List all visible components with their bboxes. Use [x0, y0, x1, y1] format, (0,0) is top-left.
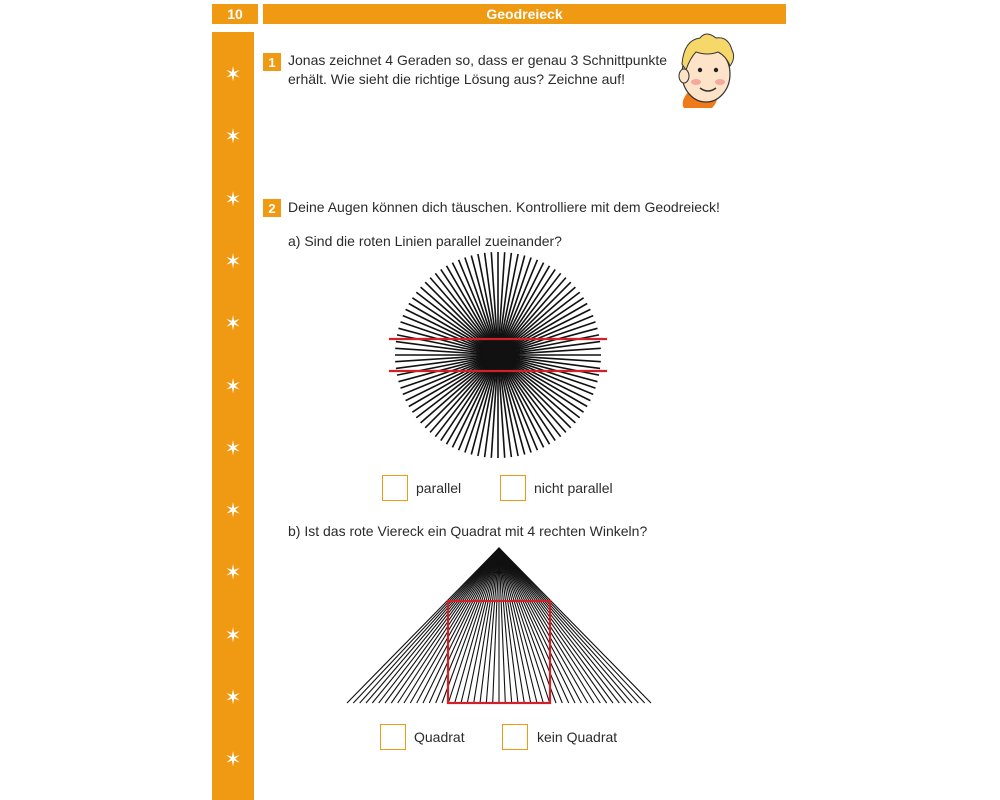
radial-line	[498, 253, 511, 355]
side-stripe	[212, 32, 254, 800]
radial-line	[421, 287, 498, 355]
star-icon: ✶	[224, 685, 242, 709]
checkbox-quadrat[interactable]	[380, 724, 406, 750]
radial-line	[498, 355, 511, 457]
star-icon: ✶	[224, 248, 242, 273]
radial-line	[416, 292, 498, 355]
radial-line	[498, 282, 571, 355]
radial-line	[498, 355, 544, 447]
radial-line	[498, 342, 600, 355]
radial-line	[498, 355, 531, 453]
fan-line	[404, 548, 499, 703]
radial-line	[498, 258, 531, 356]
checkbox-parallel[interactable]	[382, 475, 408, 501]
radial-line	[465, 355, 498, 453]
radial-line	[471, 256, 498, 356]
radial-line	[498, 355, 598, 382]
radial-line	[397, 335, 498, 355]
fan-line	[499, 548, 594, 703]
radial-line	[399, 355, 499, 382]
radial-line	[498, 298, 584, 355]
radial-line	[452, 263, 498, 355]
fan-line	[372, 548, 499, 703]
radial-line	[403, 316, 498, 355]
radial-line	[396, 342, 498, 355]
radial-line	[498, 348, 601, 355]
radial-line	[425, 355, 498, 428]
fan-line	[360, 548, 499, 703]
radial-line	[498, 355, 571, 428]
page-number: 10	[212, 4, 258, 24]
fan-line	[499, 548, 645, 703]
center-blot	[482, 339, 514, 371]
radial-line	[441, 269, 498, 355]
radial-line	[498, 355, 518, 456]
radial-line	[498, 355, 566, 432]
fan-line	[499, 548, 512, 703]
radial-line	[498, 355, 601, 362]
fan-line	[499, 548, 550, 703]
fan-line	[474, 548, 499, 703]
boy-face-icon	[679, 34, 734, 108]
radial-line	[441, 355, 498, 441]
fan-line	[398, 548, 499, 703]
radial-line	[409, 355, 498, 407]
question-a: a) Sind die roten Linien parallel zueinander?	[288, 233, 562, 249]
fan-line	[499, 548, 581, 703]
radial-line	[465, 258, 498, 356]
radial-line	[425, 282, 498, 355]
radial-line	[498, 335, 599, 355]
radial-line	[412, 355, 498, 412]
radial-line	[498, 355, 537, 450]
radial-line	[491, 252, 498, 355]
label-quadrat: Quadrat	[414, 729, 465, 745]
radial-line	[498, 322, 596, 355]
fan-line	[499, 548, 531, 703]
radial-line	[498, 355, 525, 455]
radial-line	[421, 355, 498, 423]
red-square	[448, 601, 550, 703]
radial-line	[401, 322, 499, 355]
fan-line	[486, 548, 499, 703]
radial-line	[498, 355, 561, 437]
radial-line	[403, 355, 498, 394]
radial-line	[498, 355, 600, 368]
fan-line	[455, 548, 499, 703]
radial-line	[498, 292, 580, 355]
fan-line	[499, 548, 562, 703]
task-1-text-line-2: erhält. Wie sieht die richtige Lösung aus? Zeichne auf!	[288, 71, 625, 87]
fan-line	[499, 548, 575, 703]
fan-line	[499, 548, 518, 703]
fan-line	[499, 548, 569, 703]
fan-line	[499, 548, 600, 703]
fan-line	[499, 548, 588, 703]
radial-line	[409, 304, 498, 356]
radial-line	[452, 355, 498, 447]
radial-line	[498, 355, 584, 412]
radial-line	[498, 263, 544, 355]
radial-line	[498, 254, 518, 355]
radial-line	[406, 309, 498, 355]
task-2-instruction: Deine Augen können dich täuschen. Kontrolliere mit dem Geodreieck!	[288, 199, 720, 215]
checkbox-nicht-parallel[interactable]	[500, 475, 526, 501]
fan-line	[379, 548, 499, 703]
radial-line	[478, 254, 498, 355]
fan-line	[480, 548, 499, 703]
fan-line	[499, 548, 626, 703]
star-icon: ✶	[224, 311, 242, 336]
radial-line	[498, 355, 590, 401]
fan-line	[461, 548, 499, 703]
radial-line	[459, 260, 498, 355]
radial-line	[498, 278, 566, 355]
fan-line	[436, 548, 499, 703]
label-parallel: parallel	[416, 480, 462, 496]
radial-line	[498, 355, 550, 444]
radial-line	[447, 266, 499, 355]
radial-line	[498, 309, 590, 355]
fan-line	[499, 548, 651, 703]
fan-line	[442, 548, 499, 703]
radial-line	[471, 355, 498, 455]
radial-line	[430, 355, 498, 432]
fan-line	[499, 548, 638, 703]
fan-line	[499, 548, 505, 703]
fan-line	[499, 548, 619, 703]
star-icon: ✶	[224, 622, 242, 647]
radial-line	[485, 355, 498, 457]
star-icon: ✶	[224, 124, 242, 149]
radial-line	[447, 355, 499, 444]
fan-line	[467, 548, 499, 703]
label-nicht-parallel: nicht parallel	[534, 480, 613, 496]
task-1-text-line-1: Jonas zeichnet 4 Geraden so, dass er genau 3 Schnittpunkte	[288, 52, 668, 68]
radial-line	[498, 355, 555, 441]
question-b: b) Ist das rote Viereck ein Quadrat mit 4 rechten Winkeln?	[288, 523, 648, 539]
radial-line	[498, 355, 596, 388]
checkbox-kein-quadrat[interactable]	[502, 724, 528, 750]
radial-line	[498, 328, 598, 355]
star-icon: ✶	[224, 373, 242, 398]
radial-line	[498, 355, 593, 394]
task-1-number: 1	[263, 53, 281, 71]
radial-line	[498, 266, 550, 355]
star-icon: ✶	[224, 435, 242, 460]
radial-line	[406, 355, 498, 401]
radial-line	[498, 355, 580, 418]
fan-line	[499, 548, 607, 703]
radial-line	[498, 273, 561, 355]
radial-line	[478, 355, 498, 456]
radial-line	[416, 355, 498, 418]
star-icon: ✶	[224, 62, 242, 86]
fan-line	[448, 548, 499, 703]
star-icon: ✶	[224, 747, 242, 772]
page-title: Geodreieck	[263, 4, 786, 24]
fan-line	[499, 548, 543, 703]
fan-line	[347, 548, 499, 703]
radial-line	[498, 304, 587, 356]
star-icon: ✶	[224, 186, 242, 211]
fan-line	[499, 548, 537, 703]
radial-line	[491, 355, 498, 458]
radial-line	[498, 355, 575, 423]
label-kein-quadrat: kein Quadrat	[537, 729, 618, 745]
radial-line	[498, 252, 505, 355]
radial-line	[430, 278, 498, 355]
star-icon: ✶	[224, 560, 242, 585]
radial-line	[498, 355, 599, 375]
task-2-number: 2	[263, 199, 281, 217]
radial-line	[395, 355, 498, 362]
radial-line	[397, 355, 498, 375]
radial-line	[498, 316, 593, 355]
radial-line	[498, 355, 587, 407]
star-icon: ✶	[224, 498, 242, 523]
radial-line	[396, 355, 498, 368]
radial-line	[498, 269, 555, 355]
radial-line	[459, 355, 498, 450]
radial-line	[498, 256, 525, 356]
radial-line	[485, 253, 498, 355]
fan-line	[423, 548, 499, 703]
fan-line	[391, 548, 499, 703]
radial-line	[498, 355, 505, 458]
fan-line	[410, 548, 499, 703]
radial-line	[435, 273, 498, 355]
fan-line	[499, 548, 613, 703]
fan-line	[499, 548, 632, 703]
fan-line	[429, 548, 499, 703]
radial-line	[401, 355, 499, 388]
radial-line	[399, 328, 499, 355]
fan-line	[499, 548, 556, 703]
fan-line	[366, 548, 499, 703]
radial-line	[412, 298, 498, 355]
fan-line	[385, 548, 499, 703]
radial-line	[395, 348, 498, 355]
radial-line	[435, 355, 498, 437]
radial-line	[498, 287, 575, 355]
fan-line	[499, 548, 524, 703]
radial-line	[498, 260, 537, 355]
fan-line	[493, 548, 499, 703]
fan-line	[353, 548, 499, 703]
fan-line	[417, 548, 499, 703]
